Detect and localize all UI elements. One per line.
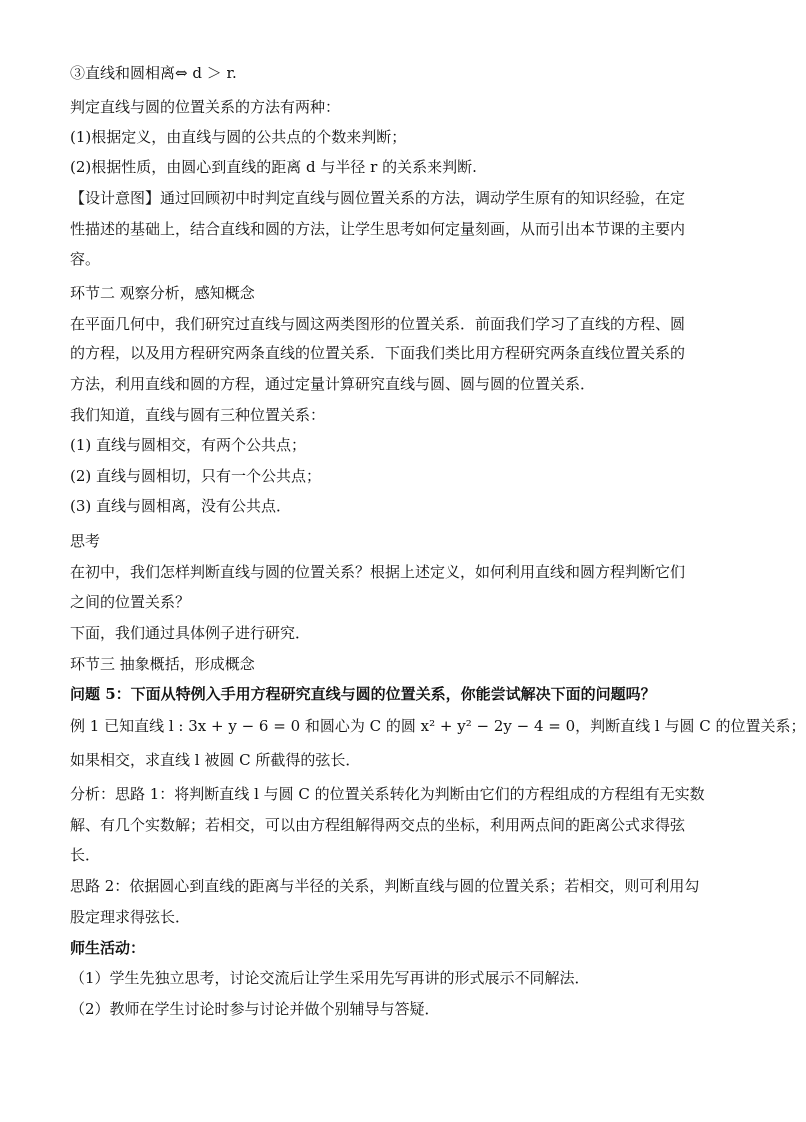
text-line: 之间的位置关系？ [70,593,191,611]
text-line: 我们知道，直线与圆有三种位置关系： [70,406,326,424]
list-item: (3) 直线与圆相离，没有公共点． [70,497,292,515]
activity-heading: 师生活动： [70,939,146,957]
text-line: 性描述的基础上，结合直线和圆的方法，让学生思考如何定量刻画，从而引出本节课的主要内 [70,220,686,238]
section-heading: 环节二 观察分析，感知概念 [70,284,255,302]
section-heading: 环节三 抽象概括，形成概念 [70,655,255,673]
text-line: 思路 2：依据圆心到直线的距离与半径的关系，判断直线与圆的位置关系；若相交，则可利用勾 [70,877,700,895]
list-item: (2) 直线与圆相切，只有一个公共点； [70,467,322,485]
text-line: 长． [70,846,101,864]
text-line: 下面，我们通过具体例子进行研究． [70,624,311,642]
example-line: 例 1 已知直线 l : 3x + y − 6 = 0 和圆心为 C 的圆 x² + y² − 2y − 4 = 0，判断直线 l 与圆 C 的位置关系； [70,717,806,735]
list-item: (1) 直线与圆相交，有两个公共点； [70,436,307,454]
analysis-line: 分析：思路 1：将判断直线 l 与圆 C 的位置关系转化为判断由它们的方程组成的方程组有无实数 [70,785,705,803]
list-item: （1）学生先独立思考，讨论交流后让学生采用先写再讲的形式展示不同解法． [70,969,590,987]
text-line: 判定直线与圆的位置关系的方法有两种： [70,98,341,116]
text-line: 容。 [70,250,101,268]
text-line: (2)根据性质，由圆心到直线的距离 d 与半径 r 的关系来判断. [70,158,477,176]
text-line: 如果相交，求直线 l 被圆 C 所截得的弦长． [70,751,361,769]
think-heading: 思考 [70,532,101,550]
text-line: ③直线和圆相离⇔ d ＞ r. [70,64,237,82]
list-item: （2）教师在学生讨论时参与讨论并做个别辅导与答疑． [70,1000,440,1018]
text-line: 的方程，以及用方程研究两条直线的位置关系．下面我们类比用方程研究两条直线位置关系的 [70,344,686,362]
text-line: 在初中，我们怎样判断直线与圆的位置关系？根据上述定义，如何利用直线和圆方程判断它们 [70,563,686,581]
text-line: 方法，利用直线和圆的方程，通过定量计算研究直线与圆、圆与圆的位置关系． [70,375,596,393]
design-intent-paragraph: 【设计意图】通过回顾初中时判定直线与圆位置关系的方法，调动学生原有的知识经验，在定 [70,189,686,207]
text-line: 解、有几个实数解；若相交，可以由方程组解得两交点的坐标，利用两点间的距离公式求得弦 [70,816,686,834]
text-line: 在平面几何中，我们研究过直线与圆这两类图形的位置关系．前面我们学习了直线的方程、圆 [70,315,686,333]
text-line: 股定理求得弦长． [70,908,191,926]
question-heading: 问题 5：下面从特例入手用方程研究直线与圆的位置关系，你能尝试解决下面的问题吗？ [70,685,656,703]
text-line: (1)根据定义，由直线与圆的公共点的个数来判断； [70,128,407,146]
